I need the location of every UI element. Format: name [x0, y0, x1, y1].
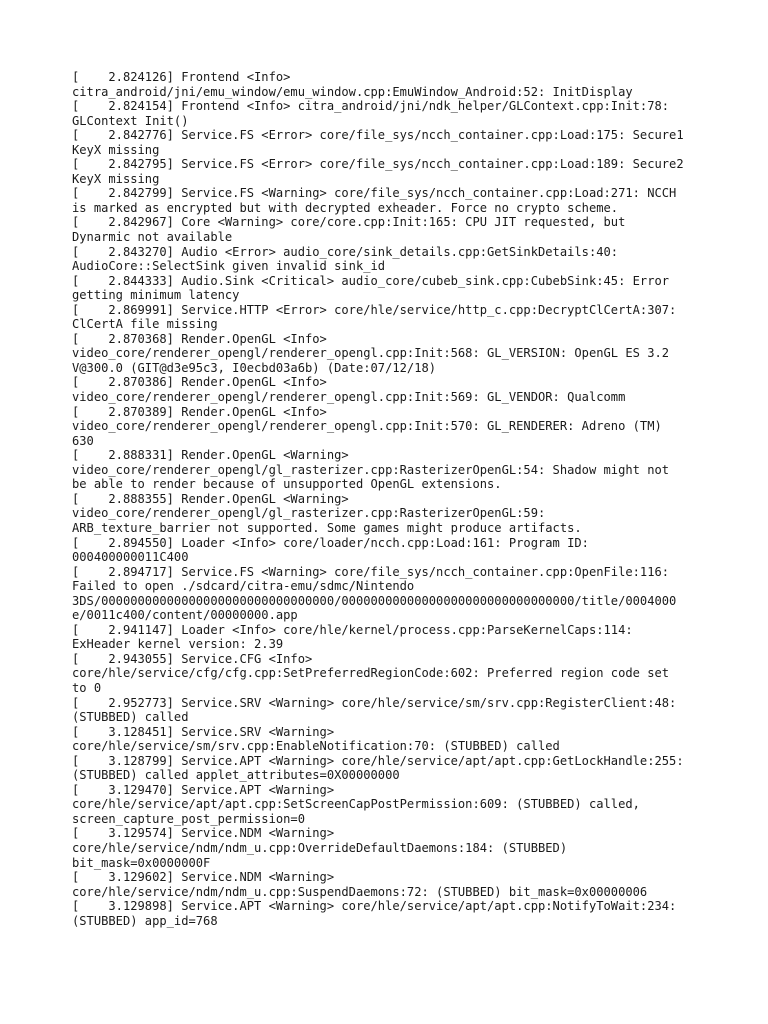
log-line: citra_android/jni/emu_window/emu_window.cpp:EmuWindow_Android:52: InitDisplay	[72, 84, 633, 99]
log-line: [ 2.941147] Loader <Info> core/hle/kernel/process.cpp:ParseKernelCaps:114:	[72, 622, 633, 637]
log-line: [ 2.869991] Service.HTTP <Error> core/hle/service/http_c.cpp:DecryptClCertA:307:	[72, 302, 677, 317]
log-line: [ 3.129602] Service.NDM <Warning>	[72, 870, 335, 885]
log-line: ExHeader kernel version: 2.39	[72, 637, 284, 652]
log-line: 630	[72, 433, 94, 448]
log-line: Dynarmic not available	[72, 230, 233, 245]
log-line: [ 2.843270] Audio <Error> audio_core/sink_details.cpp:GetSinkDetails:40:	[72, 244, 619, 259]
log-line: ARB_texture_barrier not supported. Some games might produce artifacts.	[72, 520, 582, 535]
log-line: Failed to open ./sdcard/citra-emu/sdmc/Nintendo	[72, 579, 415, 594]
log-line: [ 2.888355] Render.OpenGL <Warning>	[72, 491, 349, 506]
log-line: (STUBBED) called applet_attributes=0X00000000	[72, 768, 400, 783]
log-line: [ 2.842795] Service.FS <Error> core/file_sys/ncch_container.cpp:Load:189: Secure2	[72, 157, 684, 172]
log-line: screen_capture_post_permission=0	[72, 811, 305, 826]
log-line: [ 2.943055] Service.CFG <Info>	[72, 651, 313, 666]
log-line: KeyX missing	[72, 171, 160, 186]
log-line: video_core/renderer_opengl/gl_rasterizer.cpp:RasterizerOpenGL:59:	[72, 506, 546, 521]
log-line: getting minimum latency	[72, 288, 240, 303]
log-line: [ 2.870386] Render.OpenGL <Info>	[72, 375, 327, 390]
log-line: core/hle/service/apt/apt.cpp:SetScreenCapPostPermission:609: (STUBBED) called,	[72, 797, 640, 812]
log-line: core/hle/service/ndm/ndm_u.cpp:OverrideDefaultDaemons:184: (STUBBED)	[72, 840, 568, 855]
log-line: AudioCore::SelectSink given invalid sink_id	[72, 259, 386, 274]
log-line: (STUBBED) called	[72, 710, 189, 725]
log-line: to 0	[72, 680, 102, 695]
log-line: ClCertA file missing	[72, 317, 218, 332]
log-line: [ 2.952773] Service.SRV <Warning> core/hle/service/sm/srv.cpp:RegisterClient:48:	[72, 695, 677, 710]
log-line: [ 2.870389] Render.OpenGL <Info>	[72, 404, 327, 419]
log-line: [ 2.888331] Render.OpenGL <Warning>	[72, 448, 349, 463]
log-line: (STUBBED) app_id=768	[72, 913, 218, 928]
log-line: [ 2.870368] Render.OpenGL <Info>	[72, 331, 327, 346]
log-line: [ 2.842776] Service.FS <Error> core/file_sys/ncch_container.cpp:Load:175: Secure1	[72, 128, 684, 143]
log-line: [ 3.128451] Service.SRV <Warning>	[72, 724, 335, 739]
log-line: [ 2.894717] Service.FS <Warning> core/file_sys/ncch_container.cpp:OpenFile:116:	[72, 564, 670, 579]
log-line: [ 2.824154] Frontend <Info> citra_android/jni/ndk_helper/GLContext.cpp:Init:78:	[72, 99, 670, 114]
log-line: core/hle/service/cfg/cfg.cpp:SetPreferredRegionCode:602: Preferred region code set	[72, 666, 670, 681]
log-line: [ 2.894550] Loader <Info> core/loader/ncch.cpp:Load:161: Program ID:	[72, 535, 589, 550]
log-line: KeyX missing	[72, 142, 160, 157]
log-line: is marked as encrypted but with decrypted exheader. Force no crypto scheme.	[72, 200, 619, 215]
log-line: [ 2.842799] Service.FS <Warning> core/file_sys/ncch_container.cpp:Load:271: NCCH	[72, 186, 677, 201]
log-line: be able to render because of unsupported OpenGL extensions.	[72, 477, 502, 492]
log-line: [ 3.128799] Service.APT <Warning> core/hle/service/apt/apt.cpp:GetLockHandle:255:	[72, 753, 684, 768]
log-line: e/0011c400/content/00000000.app	[72, 608, 298, 623]
log-line: core/hle/service/sm/srv.cpp:EnableNotification:70: (STUBBED) called	[72, 739, 560, 754]
log-line: [ 2.842967] Core <Warning> core/core.cpp:Init:165: CPU JIT requested, but	[72, 215, 626, 230]
log-line: video_core/renderer_opengl/renderer_opengl.cpp:Init:568: GL_VERSION: OpenGL ES 3.2	[72, 346, 670, 361]
log-line: video_core/renderer_opengl/renderer_opengl.cpp:Init:570: GL_RENDERER: Adreno (TM)	[72, 419, 662, 434]
log-line: 3DS/00000000000000000000000000000000/00000000000000000000000000000000/title/0004000	[72, 593, 677, 608]
log-line: core/hle/service/ndm/ndm_u.cpp:SuspendDaemons:72: (STUBBED) bit_mask=0x00000006	[72, 884, 648, 899]
log-line: V@300.0 (GIT@d3e95c3, I0ecbd03a6b) (Date:07/12/18)	[72, 360, 437, 375]
log-line: 000400000011C400	[72, 550, 189, 565]
log-line: video_core/renderer_opengl/gl_rasterizer.cpp:RasterizerOpenGL:54: Shadow might not	[72, 462, 670, 477]
log-line: [ 3.129898] Service.APT <Warning> core/hle/service/apt/apt.cpp:NotifyToWait:234:	[72, 899, 677, 914]
log-line: [ 3.129574] Service.NDM <Warning>	[72, 826, 335, 841]
log-line: [ 2.844333] Audio.Sink <Critical> audio_core/cubeb_sink.cpp:CubebSink:45: Error	[72, 273, 670, 288]
log-line: GLContext Init()	[72, 113, 189, 128]
log-line: video_core/renderer_opengl/renderer_opengl.cpp:Init:569: GL_VENDOR: Qualcomm	[72, 390, 626, 405]
log-text-view	[72, 70, 712, 928]
log-line: bit_mask=0x0000000F	[72, 855, 211, 870]
log-line: [ 2.824126] Frontend <Info>	[72, 70, 291, 84]
log-line: [ 3.129470] Service.APT <Warning>	[72, 782, 335, 797]
